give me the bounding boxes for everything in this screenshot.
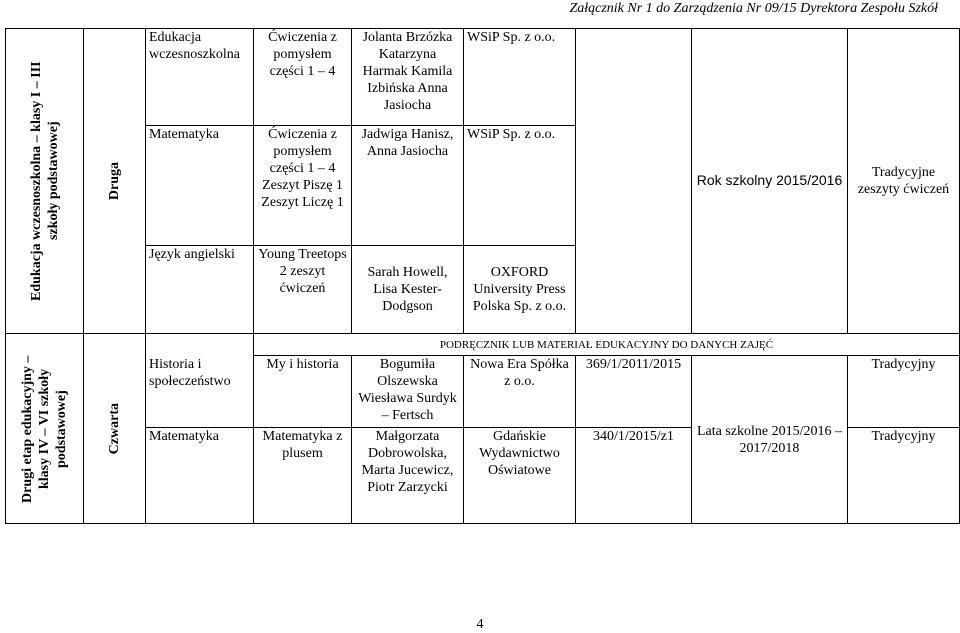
school-years-cell: Lata szkolne 2015/2016 – 2017/2018 [692,356,848,524]
author-cell: Jadwiga Hanisz, Anna Jasiocha [352,126,464,246]
approval-number-cell: 369/1/2011/2015 [576,356,692,428]
klasa-cell [84,334,146,524]
publisher-cell: Nowa Era Spółka z o.o. [464,356,576,428]
title-cell: Young Treetops 2 zeszyt ćwiczeń [254,246,352,334]
page-number: 4 [476,617,484,632]
title-cell: Ćwiczenia z pomysłem części 1 – 4 [254,29,352,126]
type-cell: Tradycyjny [848,428,960,524]
etap-label: Edukacja wczesnoszkolna – klasy I – III szkoły podstawowej [28,61,61,301]
subject-cell: Matematyka [146,126,254,246]
attachment-note: Załącznik Nr 1 do Zarządzenia Nr 09/15 Dyrektora Zespołu Szkół [569,1,938,16]
approval-number-cell: 340/1/2015/z1 [576,428,692,524]
school-year-cell: Rok szkolny 2015/2016 [692,29,848,334]
subject-cell: Edukacja wczesnoszkolna [146,29,254,126]
klasa-cell [84,29,146,334]
textbook-table [5,28,960,524]
author-cell: Sarah Howell, Lisa Kester-Dodgson [352,246,464,334]
empty-cell [146,334,254,356]
table-row [6,356,960,428]
publisher-cell: WSiP Sp. z o.o. [464,126,576,246]
empty-cell [576,29,692,334]
table-row [6,29,960,126]
publisher-cell: Gdańskie Wydawnictwo Oświatowe [464,428,576,524]
subheader-cell: PODRĘCZNIK LUB MATERIAŁ EDUKACYJNY DO DANYCH ZAJĘĆ [254,334,960,356]
title-cell: My i historia [254,356,352,428]
subject-cell: Matematyka [146,428,254,524]
etap-cell [6,334,84,524]
author-cell: Małgorzata Dobrowolska, Marta Jucewicz, Piotr Zarzycki [352,428,464,524]
etap-label: Drugi etap edukacyjny – klasy IV – VI szkoły podstawowej [20,354,69,503]
publisher-cell: OXFORD University Press Polska Sp. z o.o. [464,246,576,334]
klasa-label: Druga [107,161,122,201]
type-cell: Tradycyjny [848,356,960,428]
author-cell: Jolanta Brzózka Katarzyna Harmak Kamila Izbińska Anna Jasiocha [352,29,464,126]
type-cell: Tradycyjne zeszyty ćwiczeń [848,29,960,334]
table-row [6,334,960,356]
klasa-label: Czwarta [107,402,122,455]
etap-cell [6,29,84,334]
title-cell: Matematyka z plusem [254,428,352,524]
subject-cell: Historia i społeczeństwo [146,356,254,428]
author-cell: Bogumiła Olszewska Wiesława Surdyk – Fertsch [352,356,464,428]
publisher-cell: WSiP Sp. z o.o. [464,29,576,126]
title-cell: Ćwiczenia z pomysłem części 1 – 4 Zeszyt Piszę 1 Zeszyt Liczę 1 [254,126,352,246]
subject-cell: Język angielski [146,246,254,334]
